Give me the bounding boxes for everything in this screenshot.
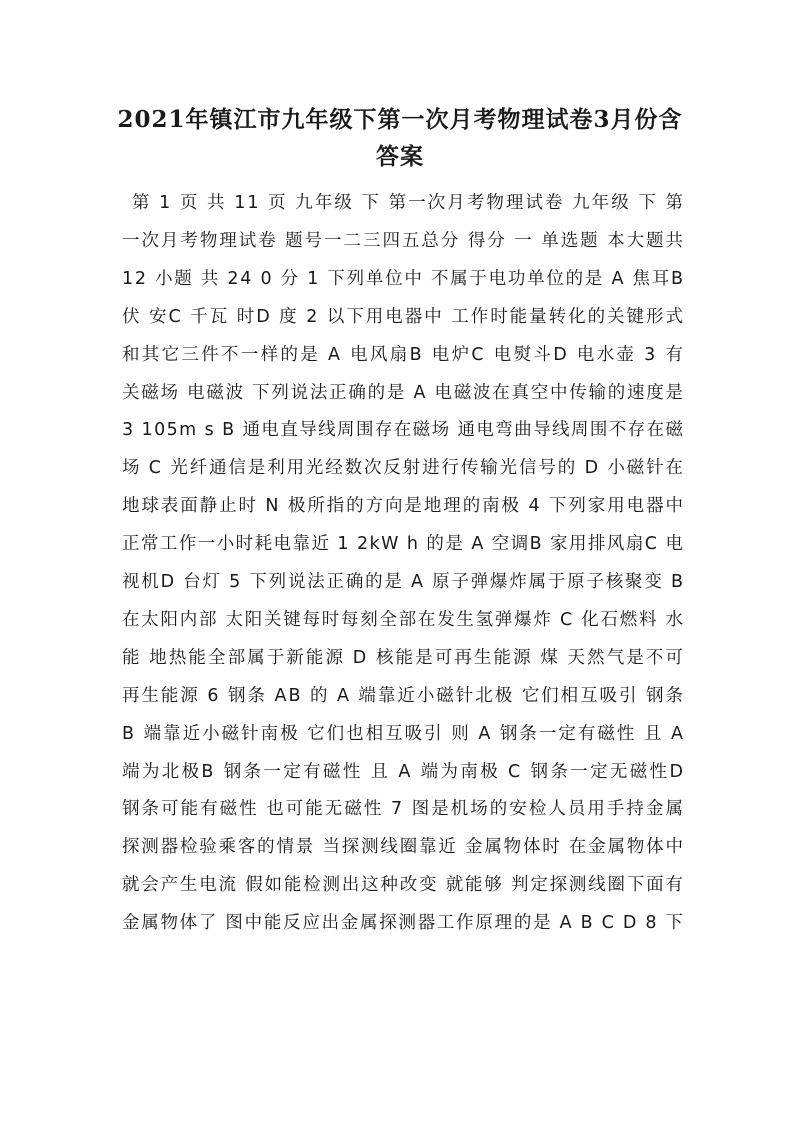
body-text-line: 端为北极B 钢条一定有磁性 且 A 端为南极 C 钢条一定无磁性D [122, 761, 686, 782]
body-text-line: 地球表面静止时 N 极所指的方向是地理的南极 4 下列家用电器中 [122, 496, 685, 517]
body-text-line: 3 105m s B 通电直导线周围存在磁场 通电弯曲导线周围不存在磁 [122, 420, 685, 441]
body-text-line: B 端靠近小磁针南极 它们也相互吸引 则 A 钢条一定有磁性 且 A [122, 723, 685, 744]
body-text-line: 在太阳内部 太阳关键每时每刻全部在发生氢弹爆炸 C 化石燃料 水 [122, 609, 685, 630]
body-text-line: 金属物体了 图中能反应出金属探测器工作原理的是 A B C D 8 下 [122, 913, 685, 934]
body-text-line: 第 1 页 共 11 页 九年级 下 第一次月考物理试卷 九年级 下 第 [132, 193, 686, 213]
body-text-line: 视机D 台灯 5 下列说法正确的是 A 原子弹爆炸属于原子核聚变 B [122, 572, 685, 592]
body-text-line: 再生能源 6 钢条 AB 的 A 端靠近小磁针北极 它们相互吸引 钢条 [122, 685, 685, 706]
body-text-line: 能 地热能全部属于新能源 D 核能是可再生能源 煤 天然气是不可 [122, 647, 686, 668]
body-text-line: 正常工作一小时耗电靠近 1 2kW h 的是 A 空调B 家用排风扇C 电 [122, 534, 685, 555]
body-text-line: 12 小题 共 24 0 分 1 下列单位中 不属于电功单位的是 A 焦耳B [122, 268, 685, 289]
body-text-line: 一次月考物理试卷 题号一二三四五总分 得分 一 单选题 本大题共 [122, 230, 685, 251]
body-text-line: 场 C 光纤通信是利用光经数次反射进行传输光信号的 D 小磁针在 [122, 458, 685, 479]
body-text-line: 伏 安C 千瓦 时D 度 2 以下用电器中 工作时能量转化的关键形式 [122, 306, 685, 327]
body-text-line: 就会产生电流 假如能检测出这种改变 就能够 判定探测线圈下面有 [122, 875, 685, 896]
document-title-line-2: 答案 [376, 143, 424, 170]
document-title-line-1: 2021年镇江市九年级下第一次月考物理试卷3月份含 [117, 106, 683, 133]
body-text-line: 关磁场 电磁波 下列说法正确的是 A 电磁波在真空中传输的速度是 [122, 382, 685, 403]
body-text-line: 和其它三件不一样的是 A 电风扇B 电炉C 电熨斗D 电水壶 3 有 [122, 344, 686, 365]
body-text-line: 钢条可能有磁性 也可能无磁性 7 图是机场的安检人员用手持金属 [122, 799, 686, 820]
body-text-line: 探测器检验乘客的情景 当探测线圈靠近 金属物体时 在金属物体中 [122, 837, 685, 858]
